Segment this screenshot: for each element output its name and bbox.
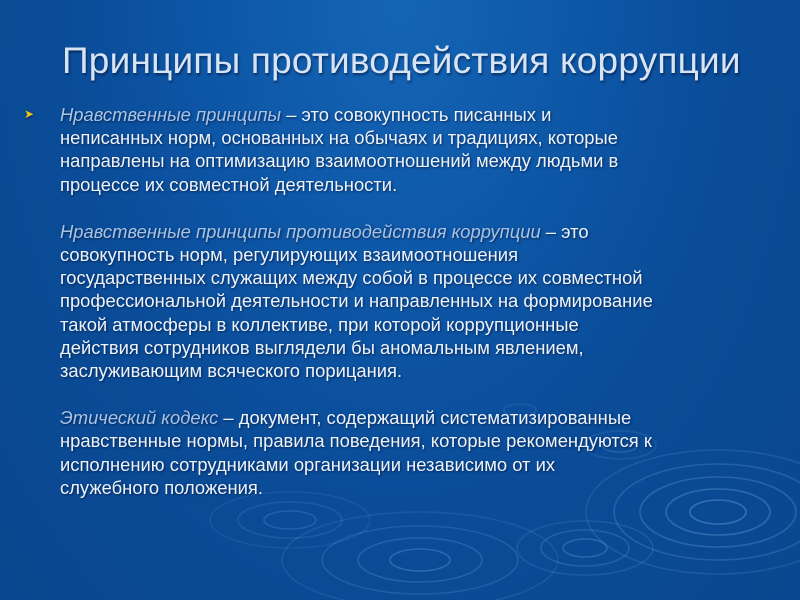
paragraph-line: исполнению сотрудниками организации независимо от их: [60, 453, 556, 475]
paragraph-anti-corruption-principles: [0, 220, 800, 382]
paragraph-line: заслуживающим всяческого порицания.: [60, 360, 403, 382]
slide-title: Принципы противодействия коррупции: [62, 40, 741, 81]
paragraph-line: неписанных норм, основанных на обычаях и традициях, которые: [60, 127, 618, 149]
paragraph-line: нравственные нормы, правила поведения, которые рекомендуются к: [60, 430, 652, 452]
paragraph-line: служебного положения.: [60, 476, 263, 498]
term-anti-corruption-principles: Нравственные принципы противодействия коррупции: [60, 220, 541, 242]
definition-text: – это: [540, 220, 589, 242]
paragraph-line: такой атмосферы в коллективе, при которой коррупционные: [60, 313, 579, 335]
paragraph-line: действия сотрудников выглядели бы аномальным явлением,: [60, 336, 584, 358]
term-ethics-code: Этический кодекс: [60, 407, 219, 429]
paragraph-line: [60, 406, 800, 429]
paragraph-line: процессе их совместной деятельности.: [60, 173, 398, 195]
slide-body: [0, 103, 800, 523]
paragraph-line: совокупность норм, регулирующих взаимоотношения: [60, 244, 519, 266]
term-moral-principles: Нравственные принципы: [60, 104, 282, 125]
definition-text: – это совокупность писанных и: [281, 104, 552, 125]
paragraph-line: [60, 103, 800, 126]
paragraph-line: государственных служащих между собой в процессе их совместной: [60, 267, 643, 289]
paragraph-line: [60, 220, 800, 243]
paragraph-ethics-code: [0, 406, 800, 499]
paragraph-line: профессиональной деятельности и направленных на формирование: [60, 290, 653, 312]
definition-text: – документ, содержащий систематизированные: [218, 407, 632, 429]
paragraph-moral-principles: [0, 103, 800, 196]
chevron-right-icon: ➤: [24, 107, 35, 121]
paragraph-line: направлены на оптимизацию взаимоотношений между людьми в: [60, 150, 619, 172]
